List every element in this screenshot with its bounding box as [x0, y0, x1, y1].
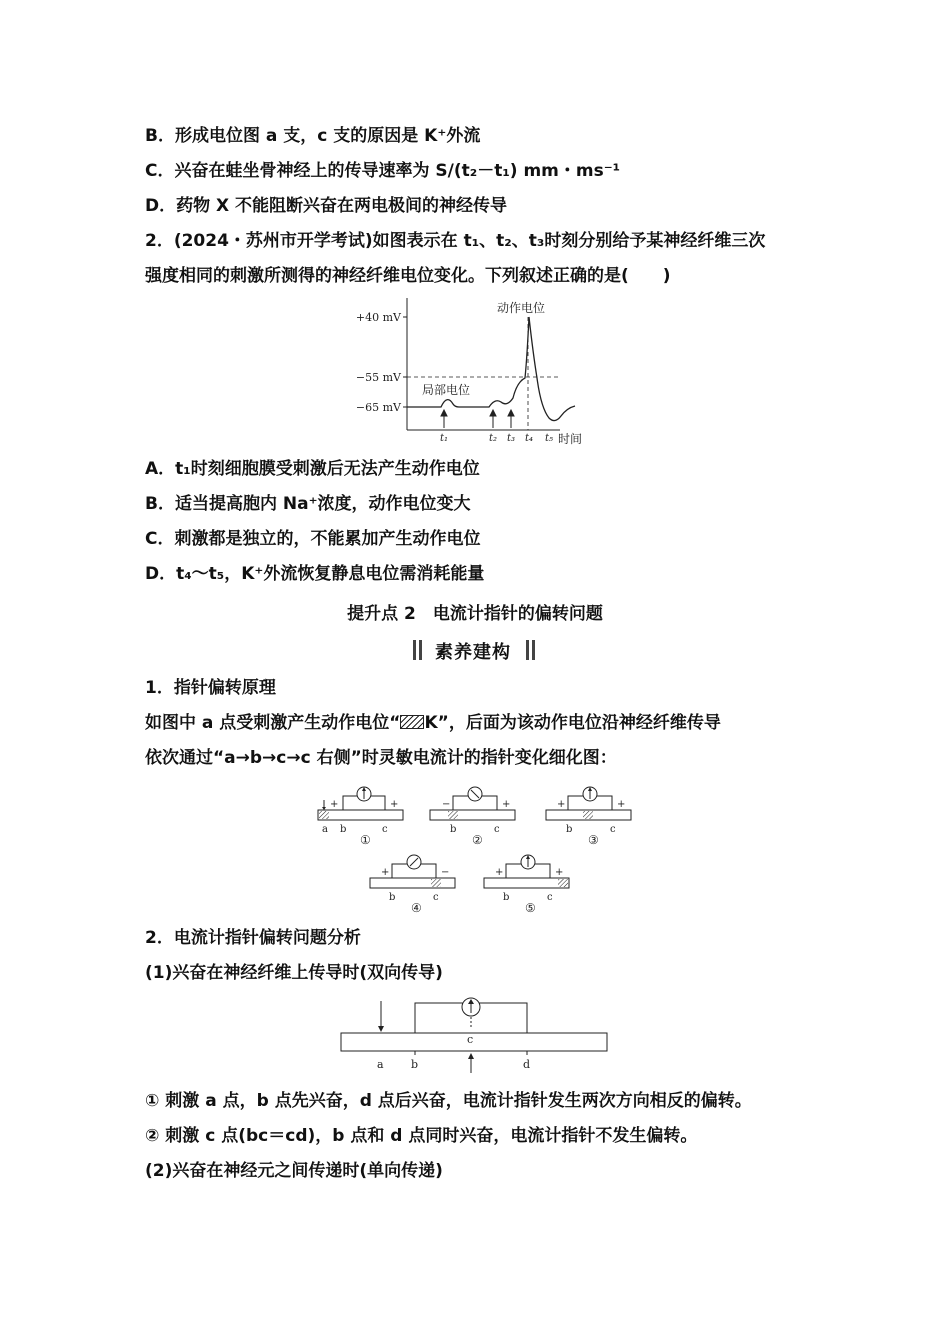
part1-paragraph-line1 — [145, 712, 721, 734]
q1-option-d: D．药物 X 不能阻断兴奋在两电极间的神经传导 — [145, 196, 508, 216]
panel-1 — [318, 787, 403, 847]
potential-graph — [355, 298, 595, 450]
ylabel-plus40: +40 mV — [355, 311, 401, 324]
label-action-potential: 动作电位 — [497, 301, 546, 315]
part2-sub1: (1)兴奋在神经纤维上传导时(双向传导) — [145, 963, 443, 983]
panel-3 — [546, 787, 631, 847]
potential-curve — [407, 317, 575, 421]
p5-c: c — [547, 892, 553, 903]
label-local-potential: 局部电位 — [422, 383, 471, 397]
panel-4 — [370, 855, 455, 915]
part2-item2: ② 刺激 c 点(bc＝cd)，b 点和 d 点同时兴奋，电流计指针不发生偏转。 — [145, 1126, 698, 1146]
p4-plus: + — [381, 867, 390, 878]
p4-c: c — [433, 892, 439, 903]
p1-num: ① — [360, 833, 371, 847]
p3-plus-left: + — [557, 799, 566, 810]
fiber-label-c: c — [467, 1033, 474, 1046]
p4-minus: − — [441, 867, 450, 878]
q2-option-d: D．t₄～t₅，K⁺外流恢复静息电位需消耗能量 — [145, 564, 485, 584]
p1-plus-right: + — [390, 799, 399, 810]
p1-plus-left: + — [330, 799, 339, 810]
q2-option-a: A．t₁时刻细胞膜受刺激后无法产生动作电位 — [145, 459, 480, 479]
panel-5 — [484, 855, 569, 915]
tick-t5: t₅ — [545, 433, 554, 444]
q1-option-b: B．形成电位图 a 支，c 支的原因是 K⁺外流 — [145, 126, 481, 146]
para1-post: ”，后面为该动作电位沿神经纤维传导 — [437, 713, 721, 733]
depolarized-symbol — [400, 715, 424, 729]
tick-t2: t₂ — [489, 433, 498, 444]
p5-plus-left: + — [495, 867, 504, 878]
xlabel-time: 时间 — [558, 432, 583, 446]
fiber-label-b: b — [411, 1058, 419, 1071]
p4-num: ④ — [411, 901, 422, 915]
q2-option-b: B．适当提高胞内 Na⁺浓度，动作电位变大 — [145, 494, 471, 514]
p3-c: c — [610, 824, 616, 835]
p1-c: c — [382, 824, 388, 835]
tick-t4: t₄ — [525, 433, 534, 444]
q2-stem-line2: 强度相同的刺激所测得的神经纤维电位变化。下列叙述正确的是( ) — [145, 266, 671, 286]
tick-t3: t₃ — [507, 433, 516, 444]
p1-b: b — [340, 824, 347, 835]
q2-option-c: C．刺激都是独立的，不能累加产生动作电位 — [145, 529, 481, 549]
part1-heading: 1．指针偏转原理 — [145, 678, 276, 698]
tick-t1: t₁ — [440, 433, 449, 444]
fiber-label-a: a — [377, 1058, 384, 1071]
p1-a: a — [322, 824, 328, 835]
p2-num: ② — [472, 833, 483, 847]
ylabel-minus55: −55 mV — [355, 371, 401, 384]
para1-k: K — [424, 713, 438, 733]
p2-c: c — [494, 824, 500, 835]
q1-option-c: C．兴奋在蛙坐骨神经上的传导速率为 S/(t₂－t₁) mm・ms⁻¹ — [145, 161, 621, 181]
p4-b: b — [389, 892, 396, 903]
p3-num: ③ — [588, 833, 599, 847]
para1-pre: 如图中 a 点受刺激产生动作电位“ — [145, 713, 401, 733]
p5-plus-right: + — [555, 867, 564, 878]
part2-item1: ① 刺激 a 点，b 点先兴奋，d 点后兴奋，电流计指针发生两次方向相反的偏转。 — [145, 1091, 752, 1111]
q2-stem-line1: 2．(2024・苏州市开学考试)如图表示在 t₁、t₂、t₃时刻分别给予某神经纤维三次 — [145, 231, 766, 251]
section-banner — [413, 637, 539, 663]
part1-paragraph-line2: 依次通过“a→b→c→c 右侧”时灵敏电流计的指针变化细化图： — [145, 748, 617, 768]
p3-plus-right: + — [617, 799, 626, 810]
banner-text: 素养建构 — [435, 642, 511, 663]
part2-heading: 2．电流计指针偏转问题分析 — [145, 928, 361, 948]
p5-num: ⑤ — [525, 901, 536, 915]
section-title: 提升点 2 电流计指针的偏转问题 — [347, 604, 603, 624]
part2-sub2: (2)兴奋在神经元之间传递时(单向传递) — [145, 1161, 443, 1181]
p2-plus: + — [502, 799, 511, 810]
panel-2 — [430, 787, 515, 847]
nerve-fiber-diagram — [335, 993, 615, 1075]
p2-b: b — [450, 824, 457, 835]
p3-b: b — [566, 824, 573, 835]
p5-b: b — [503, 892, 510, 903]
ylabel-minus65: −65 mV — [355, 401, 401, 414]
p2-minus: − — [442, 799, 451, 810]
fiber-label-d: d — [523, 1058, 531, 1071]
galvanometer-panels — [310, 780, 640, 920]
